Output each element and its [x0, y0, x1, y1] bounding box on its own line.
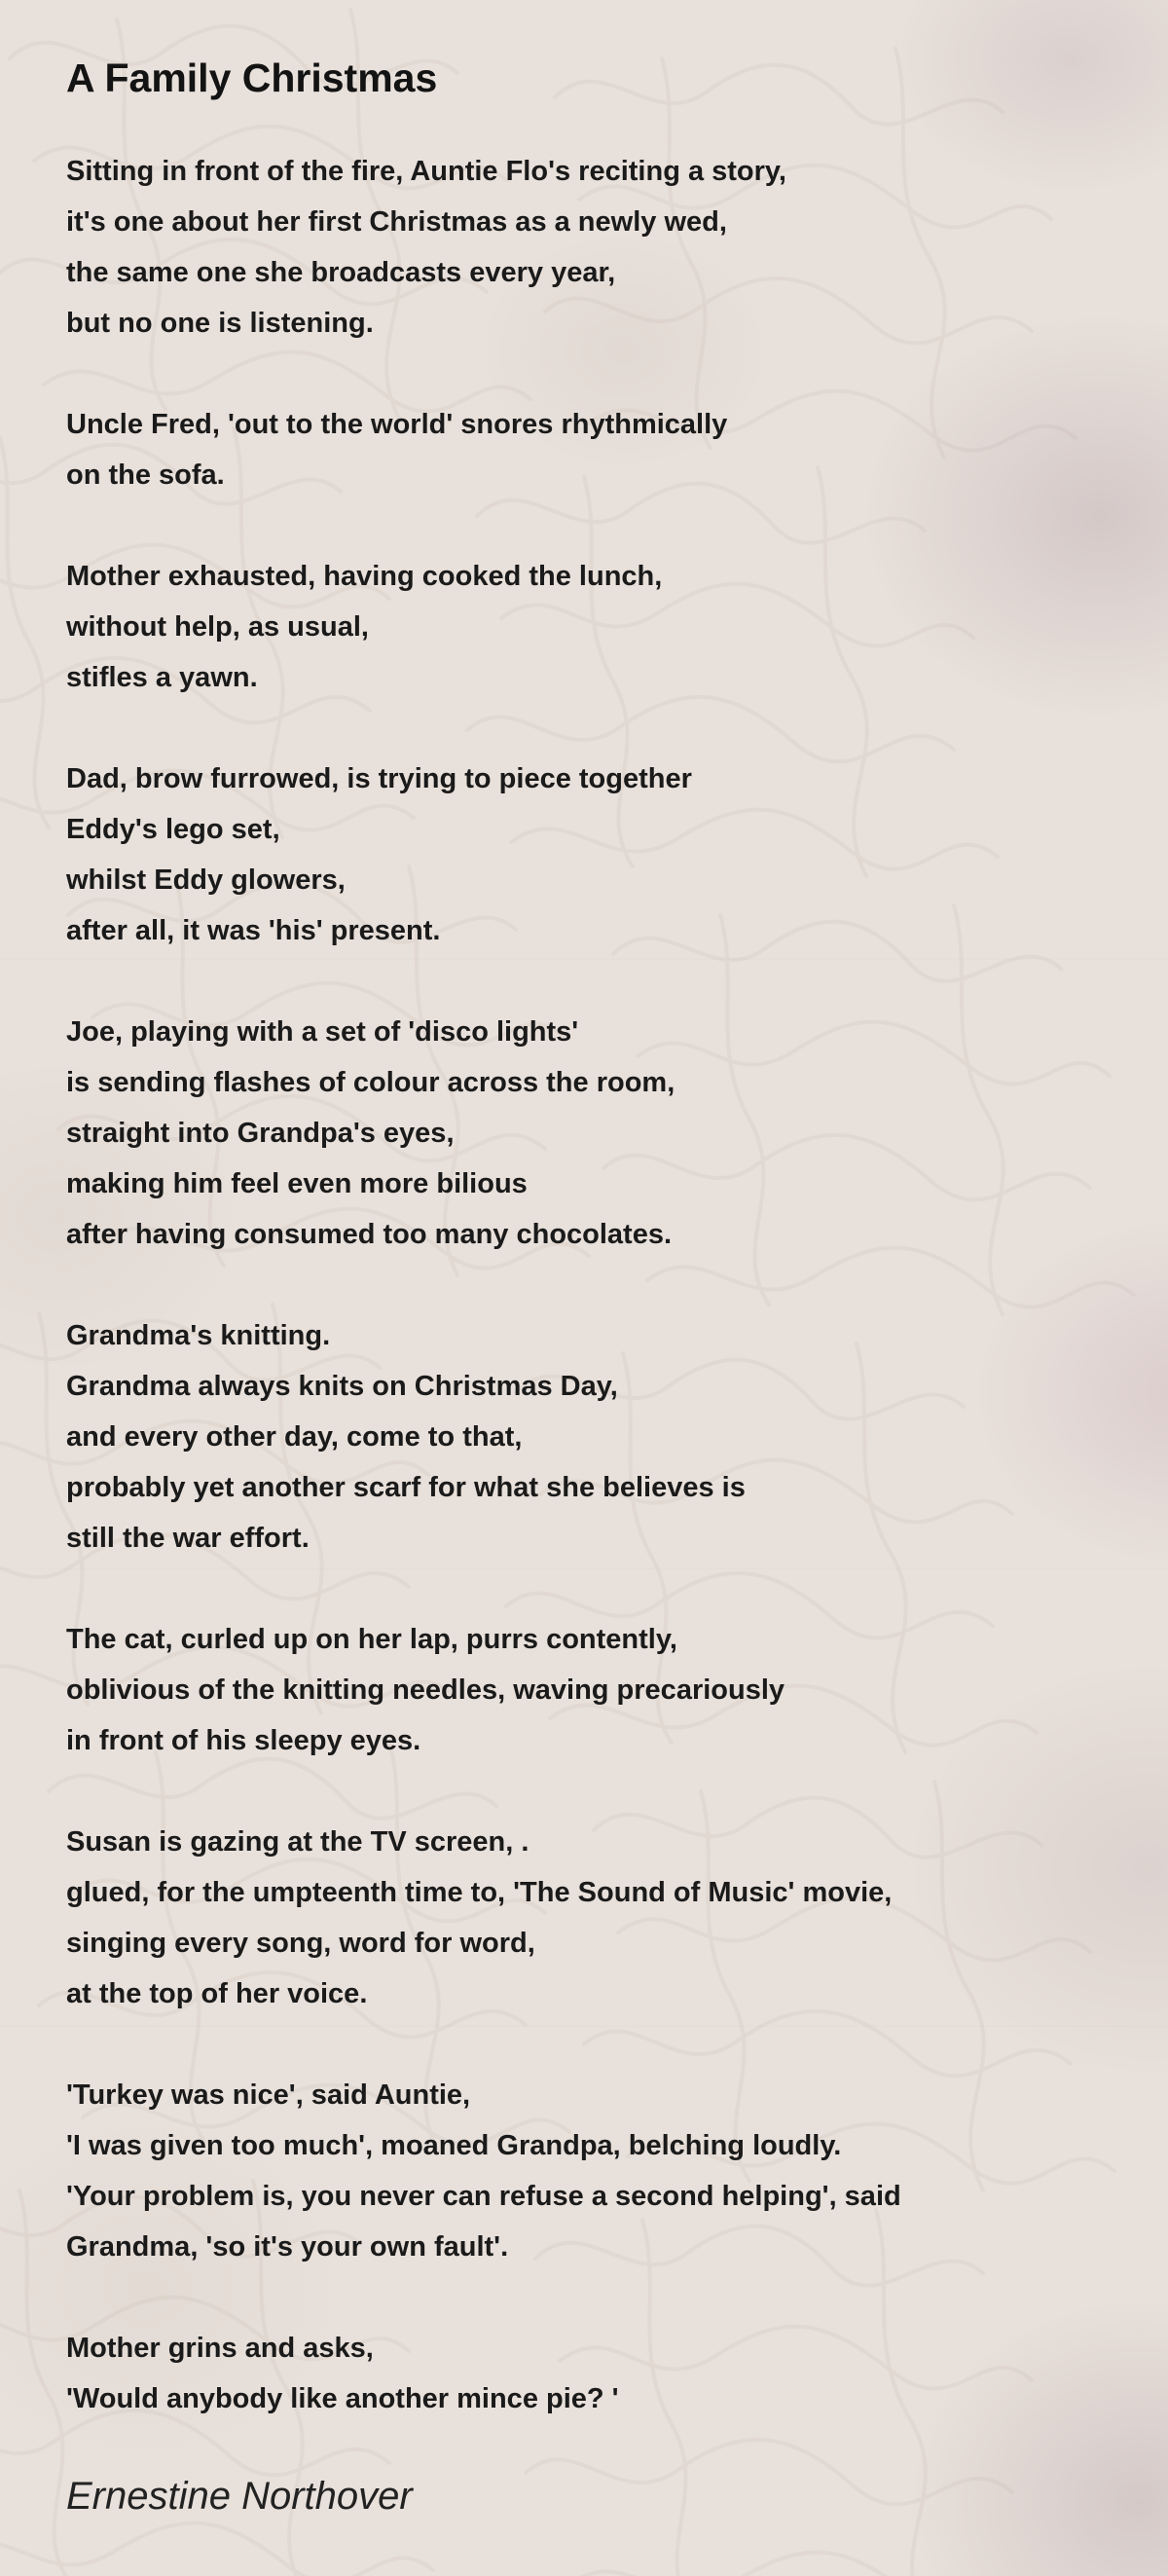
poem-stanza	[66, 1817, 901, 2019]
poem-line: Grandma always knits on Christmas Day,	[66, 1371, 618, 1402]
poem-line: after all, it was 'his' present.	[66, 915, 441, 946]
poem-line: Uncle Fred, 'out to the world' snores rhythmically	[66, 409, 728, 440]
poem-line: whilst Eddy glowers,	[66, 865, 346, 896]
poem-line: without help, as usual,	[66, 611, 369, 643]
poem-stanza	[66, 1310, 901, 1564]
poem-stanza	[66, 754, 901, 956]
poem-line: singing every song, word for word,	[66, 1928, 535, 1959]
poem-line: still the war effort.	[66, 1523, 310, 1554]
poem-stanza	[66, 1614, 901, 1766]
poem-line: the same one she broadcasts every year,	[66, 257, 616, 288]
poem-line: Grandma, 'so it's your own fault'.	[66, 2231, 509, 2263]
poem-line: straight into Grandpa's eyes,	[66, 1118, 455, 1149]
poem-line: Mother grins and asks,	[66, 2333, 374, 2364]
poem-line: 'Your problem is, you never can refuse a second helping', said	[66, 2181, 901, 2212]
poem-line: it's one about her first Christmas as a newly wed,	[66, 206, 727, 238]
poem-line: at the top of her voice.	[66, 1978, 368, 2009]
poem-author-signature: Ernestine Northover	[66, 2475, 413, 2518]
poem-line: in front of his sleepy eyes.	[66, 1725, 421, 1756]
poem-stanza	[66, 399, 901, 500]
poem-line: Susan is gazing at the TV screen, .	[66, 1826, 529, 1858]
poem-line: stifles a yawn.	[66, 662, 258, 693]
poem-stanza	[66, 551, 901, 703]
poem-line: Sitting in front of the fire, Auntie Flo's reciting a story,	[66, 156, 786, 187]
poem-line: on the sofa.	[66, 460, 225, 491]
poem-line: oblivious of the knitting needles, waving precariously	[66, 1674, 785, 1706]
poem-line: glued, for the umpteenth time to, 'The Sound of Music' movie,	[66, 1877, 893, 1908]
poem-body	[66, 146, 901, 2475]
poem-line: making him feel even more bilious	[66, 1168, 528, 1199]
poem-line: Dad, brow furrowed, is trying to piece together	[66, 763, 692, 794]
poem-line: The cat, curled up on her lap, purrs contently,	[66, 1624, 677, 1655]
poem-line: 'I was given too much', moaned Grandpa, belching loudly.	[66, 2130, 842, 2161]
poem-line: Grandma's knitting.	[66, 1320, 331, 1351]
poem-line: after having consumed too many chocolates.	[66, 1219, 673, 1250]
poem-stanza	[66, 2070, 901, 2272]
poem-line: Joe, playing with a set of 'disco lights'	[66, 1016, 579, 1048]
poem-stanza	[66, 2323, 901, 2424]
poem-line: 'Turkey was nice', said Auntie,	[66, 2079, 471, 2111]
poem-stanza	[66, 146, 901, 349]
poem-line: Eddy's lego set,	[66, 814, 280, 845]
poem-line: Mother exhausted, having cooked the lunch,	[66, 561, 663, 592]
poem-stanza	[66, 1007, 901, 1260]
poem-line: and every other day, come to that,	[66, 1421, 523, 1453]
poem-line: probably yet another scarf for what she believes is	[66, 1472, 746, 1503]
poem-line: is sending flashes of colour across the room,	[66, 1067, 675, 1098]
poem-line: 'Would anybody like another mince pie? '	[66, 2383, 619, 2414]
poem-line: but no one is listening.	[66, 308, 374, 339]
poem-title: A Family Christmas	[66, 55, 438, 100]
